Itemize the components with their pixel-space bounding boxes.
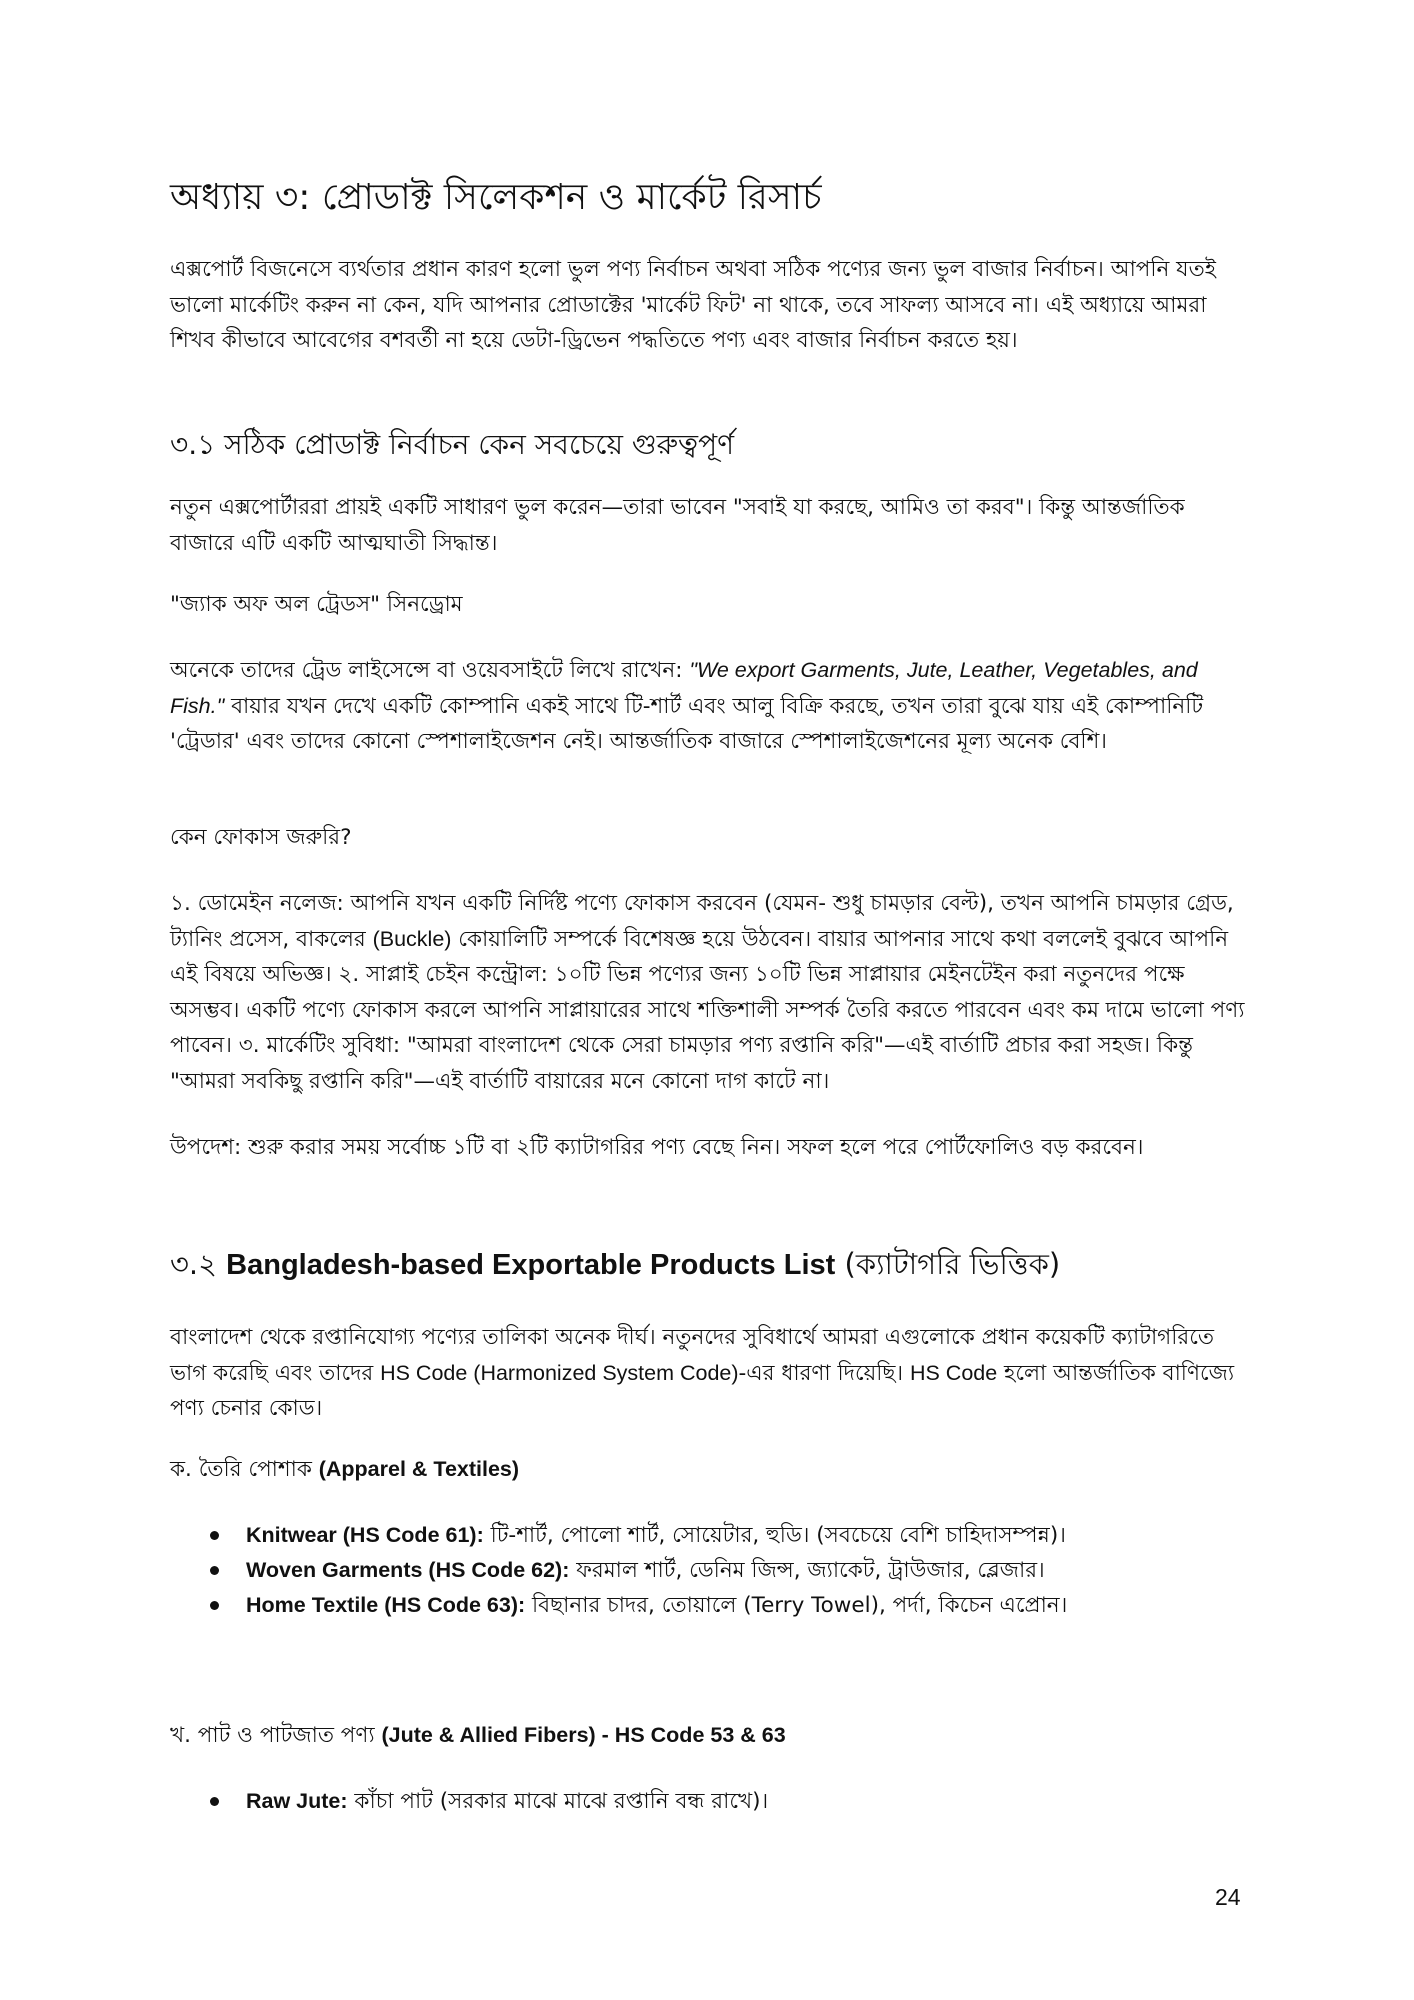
para3-buckle: (Buckle): [372, 926, 452, 951]
list-item: [160, 1588, 1067, 1623]
focus-title: [170, 820, 352, 856]
bullet-icon: [210, 1797, 219, 1806]
section-3-1-heading: ৩.১ সঠিক প্রোডাক্ট নির্বাচন কেন সবচেয়ে গুরুত্বপূর্ণ: [170, 428, 735, 461]
para2-prefix: অনেকে তাদের ট্রেড লাইসেন্সে বা ওয়েবসাইটে লিখে রাখেন:: [170, 658, 690, 683]
category-a-title: [170, 1452, 519, 1488]
section-3-1-paragraph-1: নতুন এক্সপোর্টাররা প্রায়ই একটি সাধারণ ভুল করেন—তারা ভাবেন "সবাই যা করছে, আমিও তা করব"। কিন্তু আন্তর্জাতিক বাজারে এটি একটি আত্মঘাতী সিদ্ধান্ত।: [170, 495, 1185, 556]
para3-part-b: কোয়ালিটি সম্পর্কে বিশেষজ্ঞ হয়ে উঠবেন। বায়ার আপনার সাথে কথা বললেই বুঝবে আপনি এই বিষয়ে অভিজ্ঞ। ২. সাপ্লাই চেইন কন্ট্রোল: ১০টি ভিন্ন পণ্যের জন্য ১০টি ভিন্ন সাপ্লায়ার মেইনটেইন করা নতুনদের পক্ষে অসম্ভব। একটি পণ্যে ফোকাস করলে আপনি সাপ্লায়ারের সাথে শক্তিশালী সম্পর্ক তৈরি করতে পারবেন এবং কম দামে ভালো পণ্য পাবেন। ৩. মার্কেটিং সুবিধা: "আমরা বাংলাদেশ থেকে সেরা চামড়ার পণ্য রপ্তানি করি"—এই বার্তাটি প্রচার করা সহজ। কিন্তু "আমরা সবকিছু রপ্তানি করি"—এই বার্তাটি বায়ারের মনে কোনো দাগ কাটে না।: [170, 926, 1245, 1094]
category-a-prefix: ক. তৈরি পোশাক: [170, 1457, 319, 1482]
advice-paragraph: উপদেশ: শুরু করার সময় সর্বোচ্চ ১টি বা ২টি ক্যাটাগরির পণ্য বেছে নিন। সফল হলে পরে পোর্টফোলিও বড় করবেন।: [170, 1135, 1144, 1160]
section-3-1-paragraph-3: [170, 886, 1245, 1099]
para2-suffix: বায়ার যখন দেখে একটি কোম্পানি একই সাথে টি-শার্ট এবং আলু বিক্রি করছে, তখন তারা বুঝে যায় এই কোম্পানিটি 'ট্রেডার' এবং তাদের কোনো স্পেশালাইজেশন নেই। আন্তর্জাতিক বাজারে স্পেশালাইজেশনের মূল্য অনেক বেশি।: [170, 693, 1204, 754]
para-part-a: বাংলাদেশ থেকে রপ্তানিযোগ্য পণ্যের তালিকা অনেক দীর্ঘ। নতুনদের সুবিধার্থে আমরা এগুলোকে প্রধান কয়েকটি ক্যাটাগরিতে ভাগ করেছি এবং তাদের: [170, 1325, 1215, 1386]
heading-en: Bangladesh-based Exportable Products List: [226, 1249, 836, 1281]
page-number: 24: [1215, 1884, 1241, 1910]
section-3-2-paragraph: [170, 1320, 1245, 1427]
section-3-1-paragraph-2: [170, 653, 1245, 760]
para2-quote: "We export Garments, Jute, Leather, Vegetables, and Fish.": [170, 658, 1198, 718]
focus-title-text: কেন ফোকাস জরুরি?: [170, 825, 352, 850]
list-item: [160, 1518, 1067, 1553]
item-label: Knitwear (HS Code 61):: [246, 1523, 484, 1547]
section-3-2-heading: [170, 1243, 1060, 1286]
category-b-title: [170, 1718, 786, 1754]
para-hs-code-full: HS Code (Harmonized System Code): [380, 1360, 739, 1385]
para-part-b: -এর ধারণা দিয়েছি।: [738, 1360, 910, 1386]
heading-num: ৩.২: [170, 1247, 227, 1281]
heading-bn: (ক্যাটাগরি ভিত্তিক): [835, 1247, 1061, 1281]
item-text: টি-শার্ট, পোলো শার্ট, সোয়েটার, হুডি। (সবচেয়ে বেশি চাহিদাসম্পন্ন)।: [483, 1523, 1066, 1548]
chapter-title: অধ্যায় ৩: প্রোডাক্ট সিলেকশন ও মার্কেট রিসার্চ: [170, 177, 822, 218]
bullet-icon: [210, 1531, 219, 1540]
para-part-c: হলো আন্তর্জাতিক বাণিজ্যে পণ্য চেনার কোড।: [170, 1360, 1235, 1421]
para3-part-a: ১. ডোমেইন নলেজ: আপনি যখন একটি নির্দিষ্ট পণ্যে ফোকাস করবেন (যেমন- শুধু চামড়ার বেল্ট), তখন আপনি চামড়ার গ্রেড, ট্যানিং প্রসেস, বাকলের: [170, 891, 1234, 952]
category-a-title-en: (Apparel & Textiles): [318, 1457, 520, 1481]
item-label: Home Textile (HS Code 63):: [246, 1593, 526, 1617]
intro-paragraph: এক্সপোর্ট বিজনেসে ব্যর্থতার প্রধান কারণ হলো ভুল পণ্য নির্বাচন অথবা সঠিক পণ্যের জন্য ভুল বাজার নির্বাচন। আপনি যতই ভালো মার্কেটিং করুন না কেন, যদি আপনার প্রোডাক্টের 'মার্কেট ফিট' না থাকে, তবে সাফল্য আসবে না। এই অধ্যায়ে আমরা শিখব কীভাবে আবেগের বশবর্তী না হয়ে ডেটা-ড্রিভেন পদ্ধতিতে পণ্য এবং বাজার নির্বাচন করতে হয়।: [170, 257, 1216, 353]
category-a-list: [160, 1518, 1067, 1623]
item-text: বিছানার চাদর, তোয়ালে (Terry Towel), পর্দা, কিচেন এপ্রোন।: [525, 1593, 1068, 1618]
item-text: কাঁচা পাট (সরকার মাঝে মাঝে রপ্তানি বন্ধ রাখে)।: [347, 1789, 769, 1814]
category-b-prefix: খ. পাট ও পাটজাত পণ্য: [170, 1723, 382, 1748]
syndrome-title: "জ্যাক অফ অল ট্রেডস" সিনড্রোম: [170, 592, 463, 617]
para-hs-code: HS Code: [909, 1360, 998, 1385]
bullet-icon: [210, 1566, 219, 1575]
category-b-list: [160, 1784, 768, 1819]
item-label: Woven Garments (HS Code 62):: [246, 1558, 570, 1582]
item-text: ফরমাল শার্ট, ডেনিম জিন্স, জ্যাকেট, ট্রাউজার, ব্লেজার।: [569, 1558, 1045, 1583]
item-label: Raw Jute:: [246, 1789, 348, 1813]
list-item: [160, 1553, 1067, 1588]
bullet-icon: [210, 1601, 219, 1610]
list-item: [160, 1784, 768, 1819]
category-b-title-en: (Jute & Allied Fibers) - HS Code 53 & 63: [381, 1723, 786, 1747]
